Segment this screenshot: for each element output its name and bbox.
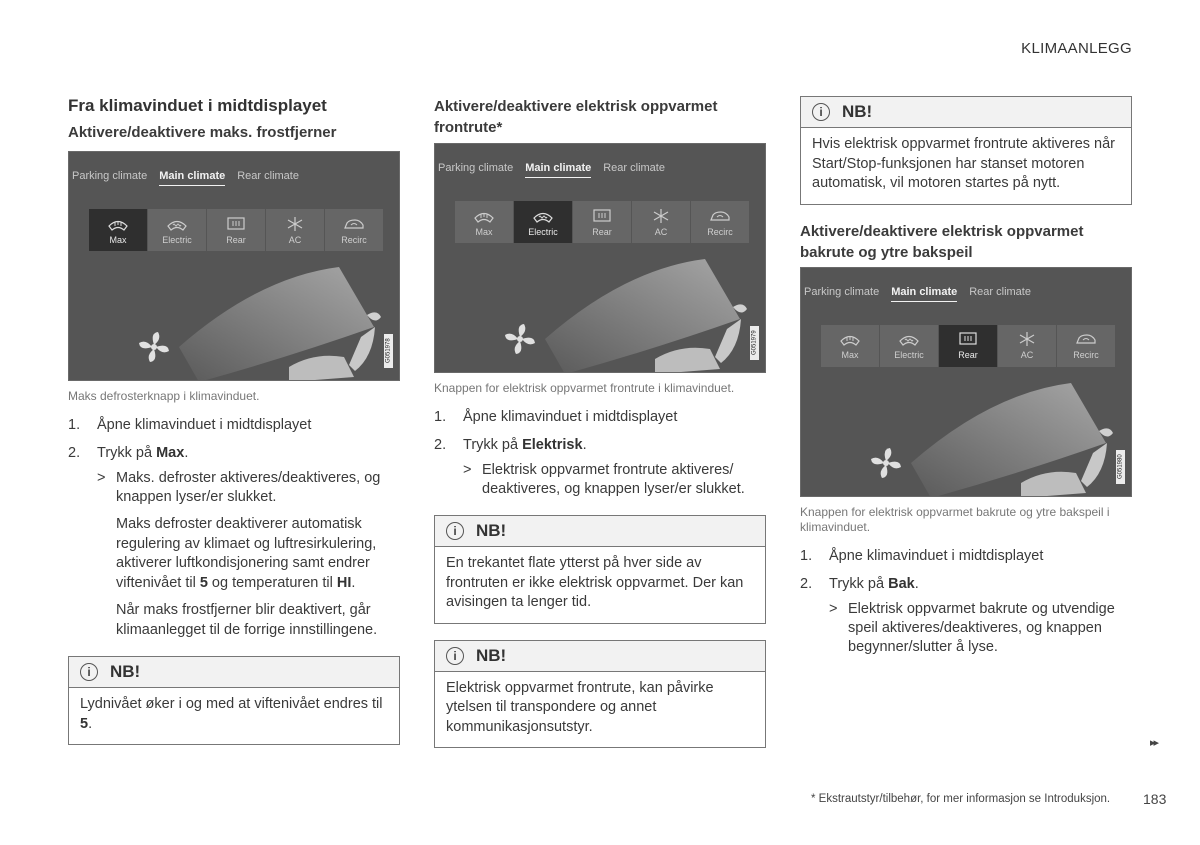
note-paragraph: Maks defroster deaktiverer automatisk regulering av klimaet og luftresirkulering, aktiverer luftkondisjonering samt endrer viftenivået til 5 og temperaturen til HI. bbox=[116, 516, 377, 591]
screen-tabs bbox=[438, 162, 665, 178]
column-3 bbox=[800, 96, 1132, 657]
nb-text: Hvis elektrisk oppvarmet frontrute aktiveres når Start/Stop-funksjonen har stanset motoren automatisk, vil motoren startes på nytt. bbox=[812, 136, 1115, 191]
button-label: Electric bbox=[894, 350, 924, 360]
climate-button-row bbox=[89, 209, 383, 251]
nb-label: NB! bbox=[476, 645, 507, 665]
steps-list bbox=[68, 416, 400, 640]
electric-defrost-button bbox=[880, 325, 938, 367]
button-label: Max bbox=[109, 234, 127, 245]
step-text: Trykk på Max. bbox=[97, 445, 189, 461]
climate-button-row bbox=[455, 201, 749, 243]
climate-screen-image bbox=[68, 151, 400, 381]
fan-icon bbox=[139, 332, 169, 362]
image-caption: Maks defrosterknapp i klimavinduet. bbox=[68, 389, 260, 403]
nb-text: En trekantet flate ytterst på hver side av frontruten er ikke elektrisk oppvarmet. Der kan avisingen ta lenger tid. bbox=[446, 555, 744, 610]
recirculation-icon bbox=[343, 216, 365, 232]
result-text: Maks. defroster aktiveres/deaktiveres, og knappen lyser/er slukket. bbox=[116, 470, 381, 505]
info-icon: i bbox=[80, 663, 98, 681]
button-label: Rear bbox=[958, 350, 978, 360]
tab-rear-climate: Rear climate bbox=[603, 162, 665, 174]
step-text: Trykk på Bak. bbox=[829, 575, 919, 592]
step-number: 2. bbox=[434, 437, 447, 453]
nb-box bbox=[800, 96, 1132, 205]
max-defrost-icon bbox=[473, 208, 495, 224]
step-result bbox=[829, 600, 1132, 657]
button-label: Rear bbox=[226, 234, 246, 245]
nb-box bbox=[68, 656, 400, 745]
rear-defrost-icon bbox=[957, 331, 979, 347]
button-label: Max bbox=[475, 226, 493, 237]
subsection-heading: Aktivere/deaktivere elektrisk oppvarmet frontrute* bbox=[434, 98, 718, 136]
recirculation-icon bbox=[1075, 331, 1097, 347]
column-2 bbox=[434, 94, 766, 748]
button-label: Recirc bbox=[341, 234, 367, 245]
result-text: Elektrisk oppvarmet frontrute aktiveres/ deaktiveres, og knappen lyser/er slukket. bbox=[482, 462, 745, 497]
step-result bbox=[97, 469, 400, 507]
electric-defrost-button bbox=[514, 201, 572, 243]
button-label: Recirc bbox=[1073, 350, 1099, 360]
front-defrost-icon bbox=[532, 208, 554, 224]
column-1 bbox=[68, 94, 400, 745]
image-code: G051978 bbox=[384, 334, 393, 368]
rear-defrost-icon bbox=[225, 216, 247, 232]
section-heading: Fra klimavinduet i midtdisplayet bbox=[68, 96, 327, 115]
image-caption: Knappen for elektrisk oppvarmet frontrute i klimavinduet. bbox=[434, 381, 735, 395]
screen-tabs bbox=[804, 286, 1031, 302]
recirculation-icon bbox=[709, 208, 731, 224]
recirc-button bbox=[691, 201, 749, 243]
step-item bbox=[68, 416, 400, 435]
front-defrost-icon bbox=[166, 216, 188, 232]
nb-text: Elektrisk oppvarmet frontrute, kan påvirke ytelsen til transpondere og annet kommunikasjonsutstyr. bbox=[446, 679, 714, 735]
max-defrost-icon bbox=[107, 216, 129, 232]
recirc-button bbox=[1057, 325, 1115, 367]
button-label: AC bbox=[1020, 350, 1034, 360]
button-label: AC bbox=[654, 226, 668, 237]
screen-tabs bbox=[72, 170, 299, 186]
rear-defrost-icon bbox=[591, 208, 613, 224]
max-defrost-button bbox=[821, 325, 879, 367]
image-caption: Knappen for elektrisk oppvarmet bakrute og ytre bakspeil i klimavinduet. bbox=[800, 504, 1110, 534]
nb-header bbox=[69, 657, 399, 688]
result-arrow: > bbox=[97, 470, 106, 486]
climate-button-row bbox=[821, 325, 1115, 367]
button-label: Recirc bbox=[707, 226, 733, 237]
climate-screen-image bbox=[800, 267, 1132, 497]
step-item bbox=[434, 408, 766, 427]
page-number: 183 bbox=[1143, 791, 1167, 807]
subsection-heading: Aktivere/deaktivere elektrisk oppvarmet bakrute og ytre bakspeil bbox=[800, 222, 1084, 261]
recirc-button bbox=[325, 209, 383, 251]
info-icon: i bbox=[446, 647, 464, 665]
steps-list bbox=[800, 547, 1132, 657]
tab-rear-climate: Rear climate bbox=[237, 170, 299, 182]
result-arrow: > bbox=[463, 462, 472, 478]
note-paragraph: Når maks frostfjerner blir deaktivert, går klimaanlegget til de forrige innstillingene. bbox=[116, 602, 378, 638]
tab-parking-climate: Parking climate bbox=[804, 285, 880, 298]
button-label: Max bbox=[841, 350, 859, 360]
step-item bbox=[800, 547, 1132, 566]
ac-button bbox=[266, 209, 324, 251]
nb-label: NB! bbox=[476, 521, 507, 540]
max-defrost-icon bbox=[839, 331, 861, 347]
nb-header bbox=[435, 516, 765, 547]
tab-main-climate: Main climate bbox=[891, 286, 957, 302]
step-number: 2. bbox=[800, 575, 813, 592]
snowflake-icon bbox=[650, 208, 672, 224]
ac-button bbox=[998, 325, 1056, 367]
next-page-arrows-icon: ▸▸ bbox=[1150, 737, 1158, 749]
rear-defrost-button bbox=[573, 201, 631, 243]
climate-screen-image bbox=[434, 143, 766, 373]
nb-header bbox=[801, 97, 1131, 128]
tab-rear-climate: Rear climate bbox=[969, 285, 1031, 298]
nb-box bbox=[434, 640, 766, 749]
step-item bbox=[434, 436, 766, 455]
steps-list bbox=[434, 408, 766, 499]
info-icon: i bbox=[446, 522, 464, 540]
button-label: Rear bbox=[592, 226, 612, 237]
subsection-heading: Aktivere/deaktivere maks. frostfjerner bbox=[68, 124, 337, 141]
tab-main-climate: Main climate bbox=[525, 162, 591, 178]
step-text: Åpne klimavinduet i midtdisplayet bbox=[829, 547, 1044, 564]
ac-button bbox=[632, 201, 690, 243]
chapter-title: KLIMAANLEGG bbox=[1021, 40, 1132, 57]
tab-parking-climate: Parking climate bbox=[72, 170, 148, 182]
image-code: G051979 bbox=[750, 326, 759, 360]
step-number: 1. bbox=[68, 417, 81, 433]
rear-defrost-button bbox=[207, 209, 265, 251]
electric-defrost-button bbox=[148, 209, 206, 251]
tab-main-climate: Main climate bbox=[159, 170, 225, 186]
button-label: Electric bbox=[162, 234, 192, 245]
result-text: Elektrisk oppvarmet bakrute og utvendige speil aktiveres/deaktiveres, og knappen begynner/slutter å lyse. bbox=[848, 600, 1115, 655]
fan-icon bbox=[871, 448, 901, 478]
step-number: 1. bbox=[800, 547, 813, 564]
footnote: * Ekstrautstyr/tilbehør, for mer informasjon se Introduksjon. bbox=[811, 793, 1111, 805]
button-label: Electric bbox=[528, 226, 558, 237]
step-number: 1. bbox=[434, 409, 447, 425]
front-defrost-icon bbox=[898, 331, 920, 347]
step-text: Åpne klimavinduet i midtdisplayet bbox=[463, 409, 678, 425]
snowflake-icon bbox=[284, 216, 306, 232]
rear-defrost-button bbox=[939, 325, 997, 367]
step-text: Åpne klimavinduet i midtdisplayet bbox=[97, 417, 312, 433]
step-number: 2. bbox=[68, 445, 81, 461]
seat-airflow-illustration bbox=[871, 373, 1131, 497]
seat-airflow-illustration bbox=[505, 249, 765, 373]
step-text: Trykk på Elektrisk. bbox=[463, 437, 587, 453]
nb-label: NB! bbox=[842, 102, 873, 121]
result-arrow: > bbox=[829, 600, 838, 617]
max-defrost-button bbox=[89, 209, 147, 251]
image-code: G051980 bbox=[1116, 450, 1125, 484]
seat-airflow-illustration bbox=[139, 257, 399, 381]
step-item bbox=[68, 444, 400, 463]
info-icon: i bbox=[812, 103, 830, 121]
nb-label: NB! bbox=[110, 662, 141, 681]
nb-box bbox=[434, 515, 766, 624]
nb-text: Lydnivået øker i og med at viftenivået endres til 5. bbox=[80, 696, 383, 732]
snowflake-icon bbox=[1016, 331, 1038, 347]
button-label: AC bbox=[288, 234, 302, 245]
max-defrost-button bbox=[455, 201, 513, 243]
step-item bbox=[800, 575, 1132, 594]
nb-header bbox=[435, 641, 765, 672]
fan-icon bbox=[505, 324, 535, 354]
tab-parking-climate: Parking climate bbox=[438, 162, 514, 174]
step-result bbox=[463, 461, 766, 499]
